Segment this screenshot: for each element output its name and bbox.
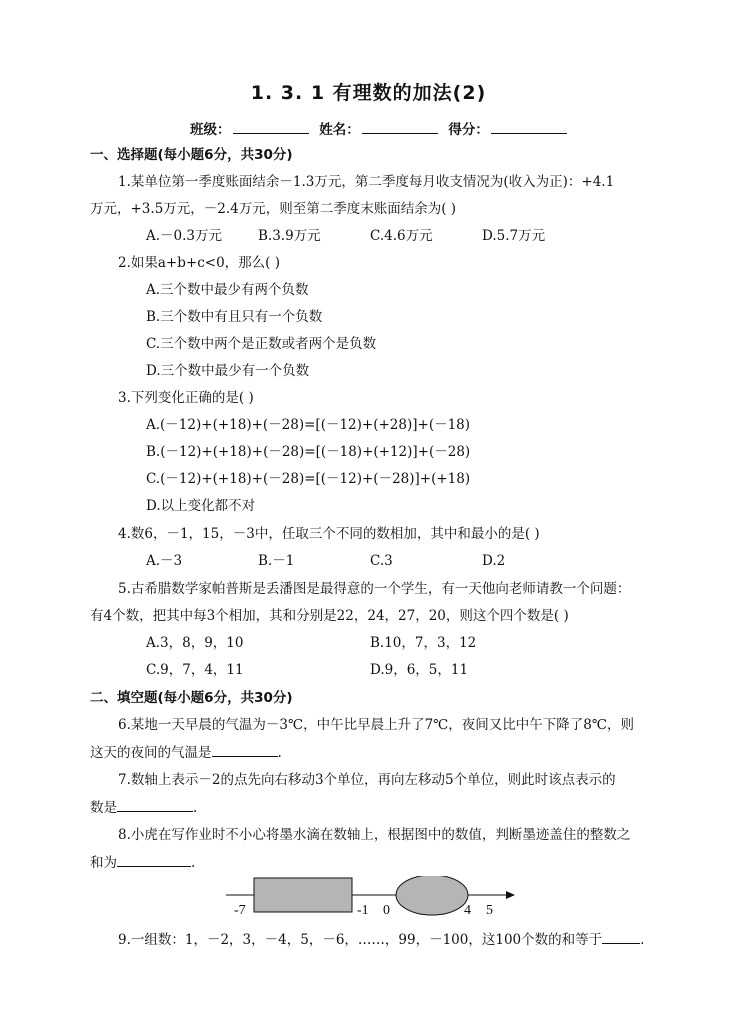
numberline-label-neg7: -7 — [234, 903, 246, 918]
q1-option-a[interactable]: A.－0.3万元 — [146, 228, 223, 244]
numberline-label-5: 5 — [486, 903, 493, 918]
q7-period: . — [193, 800, 198, 816]
q8-stem-line1: 8.小虎在写作业时不小心将墨水滴在数轴上，根据图中的数值，判断墨迹盖住的整数之 — [118, 827, 631, 843]
q6-answer-blank[interactable] — [212, 744, 278, 757]
q2-option-c[interactable]: C.三个数中两个是正数或者两个是负数 — [146, 336, 377, 352]
q7-stem-line1: 7.数轴上表示－2的点先向右移动3个单位，再向左移动5个单位，则此时该点表示的 — [118, 772, 616, 788]
q4-option-c[interactable]: C.3 — [370, 553, 393, 569]
page-title: 1. 3. 1 有理数的加法(2) — [250, 82, 487, 104]
q4-stem: 4.数6，－1，15，－3中，任取三个不同的数相加，其中和最小的是( ) — [118, 526, 540, 542]
q6-stem-line2 — [90, 744, 282, 762]
q1-stem-line1: 1.某单位第一季度账面结余－1.3万元，第二季度每月收支情况为(收入为正)：+4.1 — [118, 174, 615, 190]
section1-heading: 一、选择题(每小题6分，共30分) — [90, 147, 293, 163]
q2-option-d[interactable]: D.三个数中最少有一个负数 — [146, 363, 310, 379]
q8-text: 和为 — [90, 855, 117, 871]
q5-option-d[interactable]: D.9，6，5，11 — [370, 662, 469, 678]
q6-text: 这天的夜间的气温是 — [90, 745, 212, 761]
q3-option-d[interactable]: D.以上变化都不对 — [146, 498, 256, 514]
ink-blot-rectangle — [254, 878, 352, 912]
ink-blot-ellipse — [396, 876, 468, 915]
score-label: 得分： — [448, 122, 489, 138]
q6-period: . — [277, 745, 282, 761]
q1-option-d[interactable]: D.5.7万元 — [482, 228, 546, 244]
name-field — [319, 118, 438, 138]
q8-period: . — [191, 855, 196, 871]
q7-answer-blank[interactable] — [117, 799, 193, 812]
number-line-figure — [226, 876, 516, 926]
q5-option-a[interactable]: A.3，8，9，10 — [146, 635, 244, 651]
score-blank[interactable] — [491, 121, 567, 134]
q4-option-b[interactable]: B.－1 — [258, 553, 295, 569]
q8-answer-blank[interactable] — [117, 854, 191, 867]
q1-stem-line2: 万元，+3.5万元，－2.4万元，则至第二季度末账面结余为( ) — [90, 201, 457, 217]
q5-option-b[interactable]: B.10，7，3，12 — [370, 635, 477, 651]
q5-option-c[interactable]: C.9，7，4，11 — [146, 662, 244, 678]
q4-option-a[interactable]: A.－3 — [146, 553, 183, 569]
q1-option-b[interactable]: B.3.9万元 — [258, 228, 321, 244]
class-label: 班级： — [190, 122, 231, 138]
q3-stem: 3.下列变化正确的是( ) — [118, 390, 254, 406]
q9-period: . — [640, 932, 645, 948]
class-blank[interactable] — [233, 121, 309, 134]
q5-stem-line2: 有4个数，把其中每3个相加，其和分别是22，24，27，20，则这个四个数是( ) — [90, 608, 569, 624]
name-blank[interactable] — [362, 121, 438, 134]
name-label: 姓名： — [319, 122, 360, 138]
q2-option-b[interactable]: B.三个数中有且只有一个负数 — [146, 309, 323, 325]
section2-heading: 二、填空题(每小题6分，共30分) — [90, 690, 293, 706]
score-field — [448, 118, 567, 138]
numberline-label-neg1: -1 — [357, 903, 369, 918]
numberline-label-4: 4 — [464, 903, 471, 918]
q3-option-b[interactable]: B.(－12)+(+18)+(－28)=[(－18)+(+12)]+(－28) — [146, 444, 471, 460]
numberline-label-0: 0 — [383, 903, 390, 918]
q1-option-c[interactable]: C.4.6万元 — [370, 228, 433, 244]
q9-answer-blank[interactable] — [602, 931, 640, 944]
q2-stem: 2.如果a+b+c<0，那么( ) — [118, 255, 280, 271]
q7-stem-line2 — [90, 799, 197, 817]
number-line-arrow — [506, 891, 515, 899]
class-field — [190, 118, 309, 138]
student-info-line — [190, 118, 573, 138]
q9-stem — [118, 931, 644, 949]
q2-option-a[interactable]: A.三个数中最少有两个负数 — [146, 282, 309, 298]
q8-stem-line2 — [90, 854, 195, 872]
q5-stem-line1: 5.古希腊数学家帕普斯是丢潘图是最得意的一个学生，有一天他向老师请教一个问题： — [118, 581, 631, 597]
q3-option-c[interactable]: C.(－12)+(+18)+(－28)=[(－12)+(－28)]+(+18) — [146, 471, 471, 487]
q7-text: 数是 — [90, 800, 117, 816]
q4-option-d[interactable]: D.2 — [482, 553, 506, 569]
q6-stem-line1: 6.某地一天早晨的气温为－3℃，中午比早晨上升了7℃，夜间又比中午下降了8℃，则 — [118, 717, 634, 733]
q3-option-a[interactable]: A.(－12)+(+18)+(－28)=[(－12)+(+28)]+(－18) — [146, 417, 471, 433]
q9-text: 9.一组数：1，－2，3，－4，5，－6，……，99，－100，这100个数的和等于 — [118, 932, 603, 948]
